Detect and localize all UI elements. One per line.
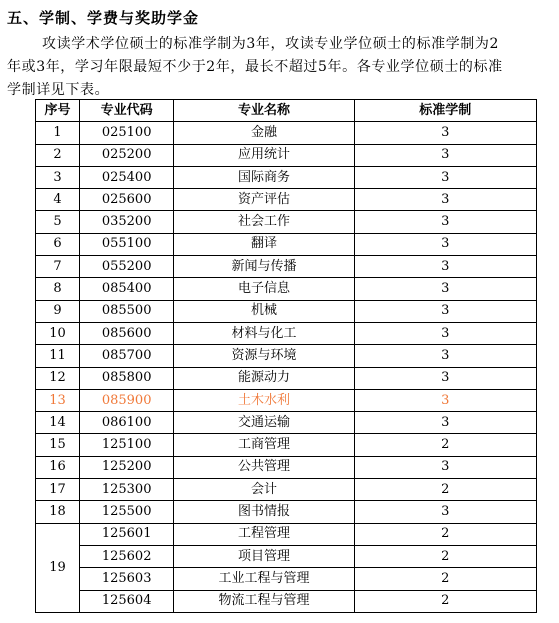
cell-duration: 3	[354, 367, 536, 389]
table-row	[36, 122, 537, 144]
cell-duration: 3	[354, 144, 536, 166]
cell-code: 055100	[80, 233, 174, 255]
duration-table	[35, 99, 537, 613]
table-row	[36, 211, 537, 233]
cell-name: 新闻与传播	[174, 256, 354, 278]
table-row	[36, 434, 537, 456]
cell-duration: 2	[354, 523, 536, 545]
cell-code: 086100	[80, 412, 174, 434]
cell-name: 工业工程与管理	[174, 568, 354, 590]
cell-code: 085700	[80, 345, 174, 367]
table-row	[36, 389, 537, 411]
cell-index: 7	[36, 256, 80, 278]
table-row	[36, 300, 537, 322]
table-row	[36, 144, 537, 166]
table-row	[36, 345, 537, 367]
table-header-row	[36, 100, 537, 122]
section-title: 五、学制、学费与奖助学金	[7, 9, 200, 27]
table-row	[36, 322, 537, 344]
cell-index: 5	[36, 211, 80, 233]
cell-name: 工程管理	[174, 523, 354, 545]
table-row	[36, 590, 537, 612]
cell-code: 025100	[80, 122, 174, 144]
cell-index: 17	[36, 479, 80, 501]
cell-name: 公共管理	[174, 456, 354, 478]
cell-code: 125602	[80, 545, 174, 567]
cell-index: 2	[36, 144, 80, 166]
cell-index: 4	[36, 189, 80, 211]
table-row	[36, 166, 537, 188]
cell-code: 055200	[80, 256, 174, 278]
table-row	[36, 523, 537, 545]
table-row	[36, 233, 537, 255]
cell-name: 机械	[174, 300, 354, 322]
cell-name: 翻译	[174, 233, 354, 255]
cell-code: 025200	[80, 144, 174, 166]
cell-duration: 3	[354, 211, 536, 233]
cell-duration: 2	[354, 590, 536, 612]
cell-index: 1	[36, 122, 80, 144]
cell-code: 125200	[80, 456, 174, 478]
cell-index: 6	[36, 233, 80, 255]
header-duration: 标准学制	[354, 100, 536, 122]
cell-duration: 2	[354, 479, 536, 501]
cell-duration: 3	[354, 300, 536, 322]
cell-index: 9	[36, 300, 80, 322]
header-name: 专业名称	[174, 100, 354, 122]
cell-name: 图书情报	[174, 501, 354, 523]
cell-code: 035200	[80, 211, 174, 233]
cell-name: 社会工作	[174, 211, 354, 233]
cell-duration: 3	[354, 389, 536, 411]
cell-name: 资产评估	[174, 189, 354, 211]
cell-duration: 3	[354, 278, 536, 300]
table-row	[36, 367, 537, 389]
paragraph-line-2: 年或3年，学习年限最短不少于2年，最长不超过5年。各专业学位硕士的标准	[7, 59, 503, 75]
cell-duration: 3	[354, 412, 536, 434]
header-index: 序号	[36, 100, 80, 122]
table-row	[36, 568, 537, 590]
cell-duration: 3	[354, 322, 536, 344]
paragraph-line-1: 攻读学术学位硕士的标准学制为3年，攻读专业学位硕士的标准学制为2	[42, 36, 500, 52]
cell-code: 125603	[80, 568, 174, 590]
paragraph-line-3: 学制详见下表。	[7, 82, 110, 98]
cell-code: 125604	[80, 590, 174, 612]
cell-index: 3	[36, 166, 80, 188]
cell-code: 125300	[80, 479, 174, 501]
table-row	[36, 501, 537, 523]
cell-code: 125500	[80, 501, 174, 523]
cell-name: 应用统计	[174, 144, 354, 166]
cell-index: 18	[36, 501, 80, 523]
cell-name: 金融	[174, 122, 354, 144]
cell-index: 10	[36, 322, 80, 344]
cell-duration: 3	[354, 256, 536, 278]
cell-index: 12	[36, 367, 80, 389]
cell-duration: 3	[354, 345, 536, 367]
cell-name: 交通运输	[174, 412, 354, 434]
cell-code: 085800	[80, 367, 174, 389]
cell-index: 15	[36, 434, 80, 456]
cell-name: 项目管理	[174, 545, 354, 567]
cell-duration: 2	[354, 568, 536, 590]
table-row	[36, 278, 537, 300]
cell-name: 土木水利	[174, 389, 354, 411]
cell-code: 025600	[80, 189, 174, 211]
table-row	[36, 456, 537, 478]
cell-duration: 3	[354, 166, 536, 188]
cell-index: 19	[36, 523, 80, 612]
cell-code: 025400	[80, 166, 174, 188]
cell-code: 085400	[80, 278, 174, 300]
cell-duration: 3	[354, 189, 536, 211]
table-row	[36, 545, 537, 567]
cell-duration: 3	[354, 501, 536, 523]
cell-index: 11	[36, 345, 80, 367]
cell-duration: 3	[354, 456, 536, 478]
cell-index: 14	[36, 412, 80, 434]
table-row	[36, 256, 537, 278]
cell-duration: 2	[354, 545, 536, 567]
cell-duration: 3	[354, 122, 536, 144]
cell-code: 085900	[80, 389, 174, 411]
cell-name: 能源动力	[174, 367, 354, 389]
cell-code: 085600	[80, 322, 174, 344]
cell-duration: 2	[354, 434, 536, 456]
cell-duration: 3	[354, 233, 536, 255]
cell-index: 13	[36, 389, 80, 411]
cell-name: 国际商务	[174, 166, 354, 188]
cell-code: 125100	[80, 434, 174, 456]
cell-name: 电子信息	[174, 278, 354, 300]
cell-name: 会计	[174, 479, 354, 501]
header-code: 专业代码	[80, 100, 174, 122]
cell-name: 资源与环境	[174, 345, 354, 367]
cell-name: 工商管理	[174, 434, 354, 456]
cell-code: 125601	[80, 523, 174, 545]
cell-index: 8	[36, 278, 80, 300]
table-row	[36, 412, 537, 434]
cell-name: 材料与化工	[174, 322, 354, 344]
table-row	[36, 189, 537, 211]
cell-index: 16	[36, 456, 80, 478]
table-row	[36, 479, 537, 501]
cell-name: 物流工程与管理	[174, 590, 354, 612]
cell-code: 085500	[80, 300, 174, 322]
